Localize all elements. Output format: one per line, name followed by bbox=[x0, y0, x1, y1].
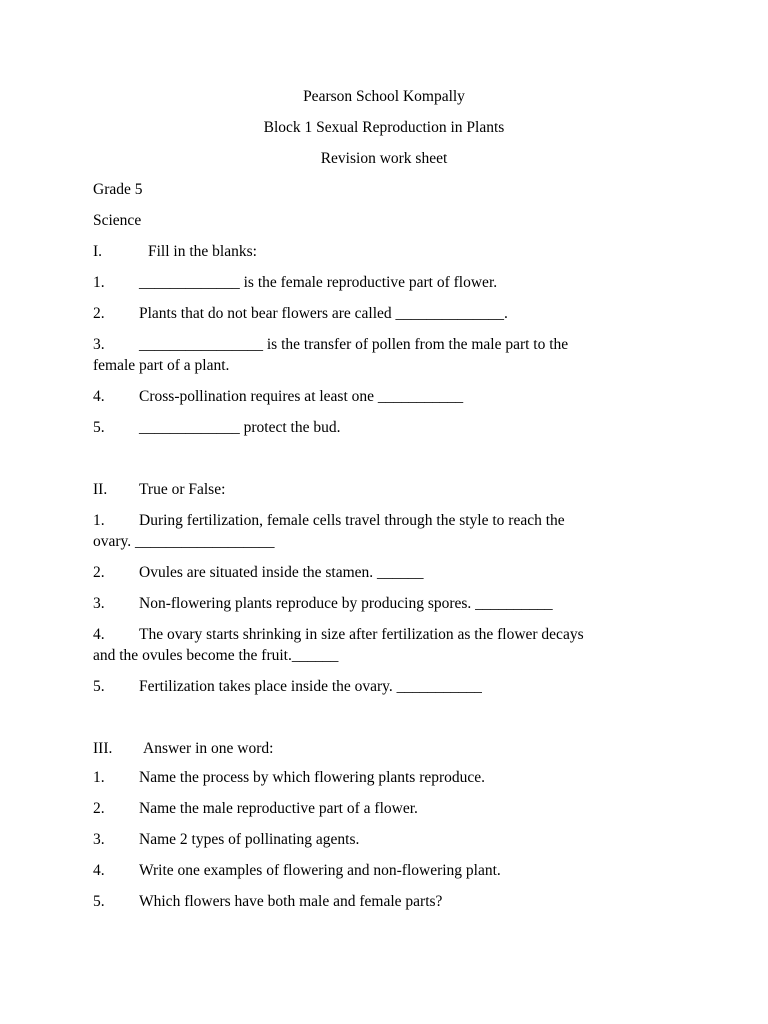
question-text-continued: and the ovules become the fruit.______ bbox=[93, 647, 339, 664]
grade-label: Grade 5 bbox=[93, 181, 143, 198]
question-number: 2. bbox=[93, 305, 105, 322]
question-number: 5. bbox=[93, 893, 105, 910]
section-title: Answer in one word: bbox=[143, 740, 274, 757]
sheet-title: Revision work sheet bbox=[320, 150, 448, 167]
question-text: Name 2 types of pollinating agents. bbox=[139, 831, 360, 848]
question-text: _____________ protect the bud. bbox=[139, 419, 341, 436]
question-text: _____________ is the female reproductive part of flower. bbox=[139, 274, 498, 291]
section-title: Fill in the blanks: bbox=[148, 243, 257, 260]
question-text: Name the male reproductive part of a flower. bbox=[139, 800, 418, 817]
section-numeral: III. bbox=[93, 740, 113, 757]
question-text: Write one examples of flowering and non-flowering plant. bbox=[139, 862, 501, 879]
question-number: 4. bbox=[93, 388, 105, 405]
question-text: Fertilization takes place inside the ovary. ___________ bbox=[139, 678, 482, 695]
question-text: Which flowers have both male and female parts? bbox=[139, 893, 443, 910]
question-number: 3. bbox=[93, 831, 105, 848]
subject-label: Science bbox=[93, 212, 142, 229]
school-name: Pearson School Kompally bbox=[303, 88, 465, 105]
question-text-continued: ovary. __________________ bbox=[93, 533, 275, 550]
question-text: Ovules are situated inside the stamen. ______ bbox=[139, 564, 424, 581]
section-numeral: I. bbox=[93, 243, 103, 260]
question-number: 5. bbox=[93, 678, 105, 695]
question-number: 2. bbox=[93, 564, 105, 581]
question-number: 2. bbox=[93, 800, 105, 817]
question-number: 1. bbox=[93, 274, 105, 291]
question-text-continued: female part of a plant. bbox=[93, 357, 230, 374]
question-number: 1. bbox=[93, 512, 105, 529]
question-text: Cross-pollination requires at least one ___________ bbox=[139, 388, 464, 405]
question-number: 1. bbox=[93, 769, 105, 786]
question-number: 5. bbox=[93, 419, 105, 436]
section-numeral: II. bbox=[93, 481, 108, 498]
question-number: 4. bbox=[93, 626, 105, 643]
question-text: Non-flowering plants reproduce by producing spores. __________ bbox=[139, 595, 553, 612]
question-text: During fertilization, female cells travel through the style to reach the bbox=[139, 512, 565, 529]
question-number: 3. bbox=[93, 595, 105, 612]
question-text: ________________ is the transfer of pollen from the male part to the bbox=[139, 336, 569, 353]
question-number: 4. bbox=[93, 862, 105, 879]
question-text: The ovary starts shrinking in size after fertilization as the flower decays bbox=[139, 626, 584, 643]
question-text: Name the process by which flowering plants reproduce. bbox=[139, 769, 486, 786]
section-title: True or False: bbox=[139, 481, 226, 498]
question-text: Plants that do not bear flowers are called ______________. bbox=[139, 305, 508, 322]
block-title: Block 1 Sexual Reproduction in Plants bbox=[263, 119, 505, 136]
question-number: 3. bbox=[93, 336, 105, 353]
